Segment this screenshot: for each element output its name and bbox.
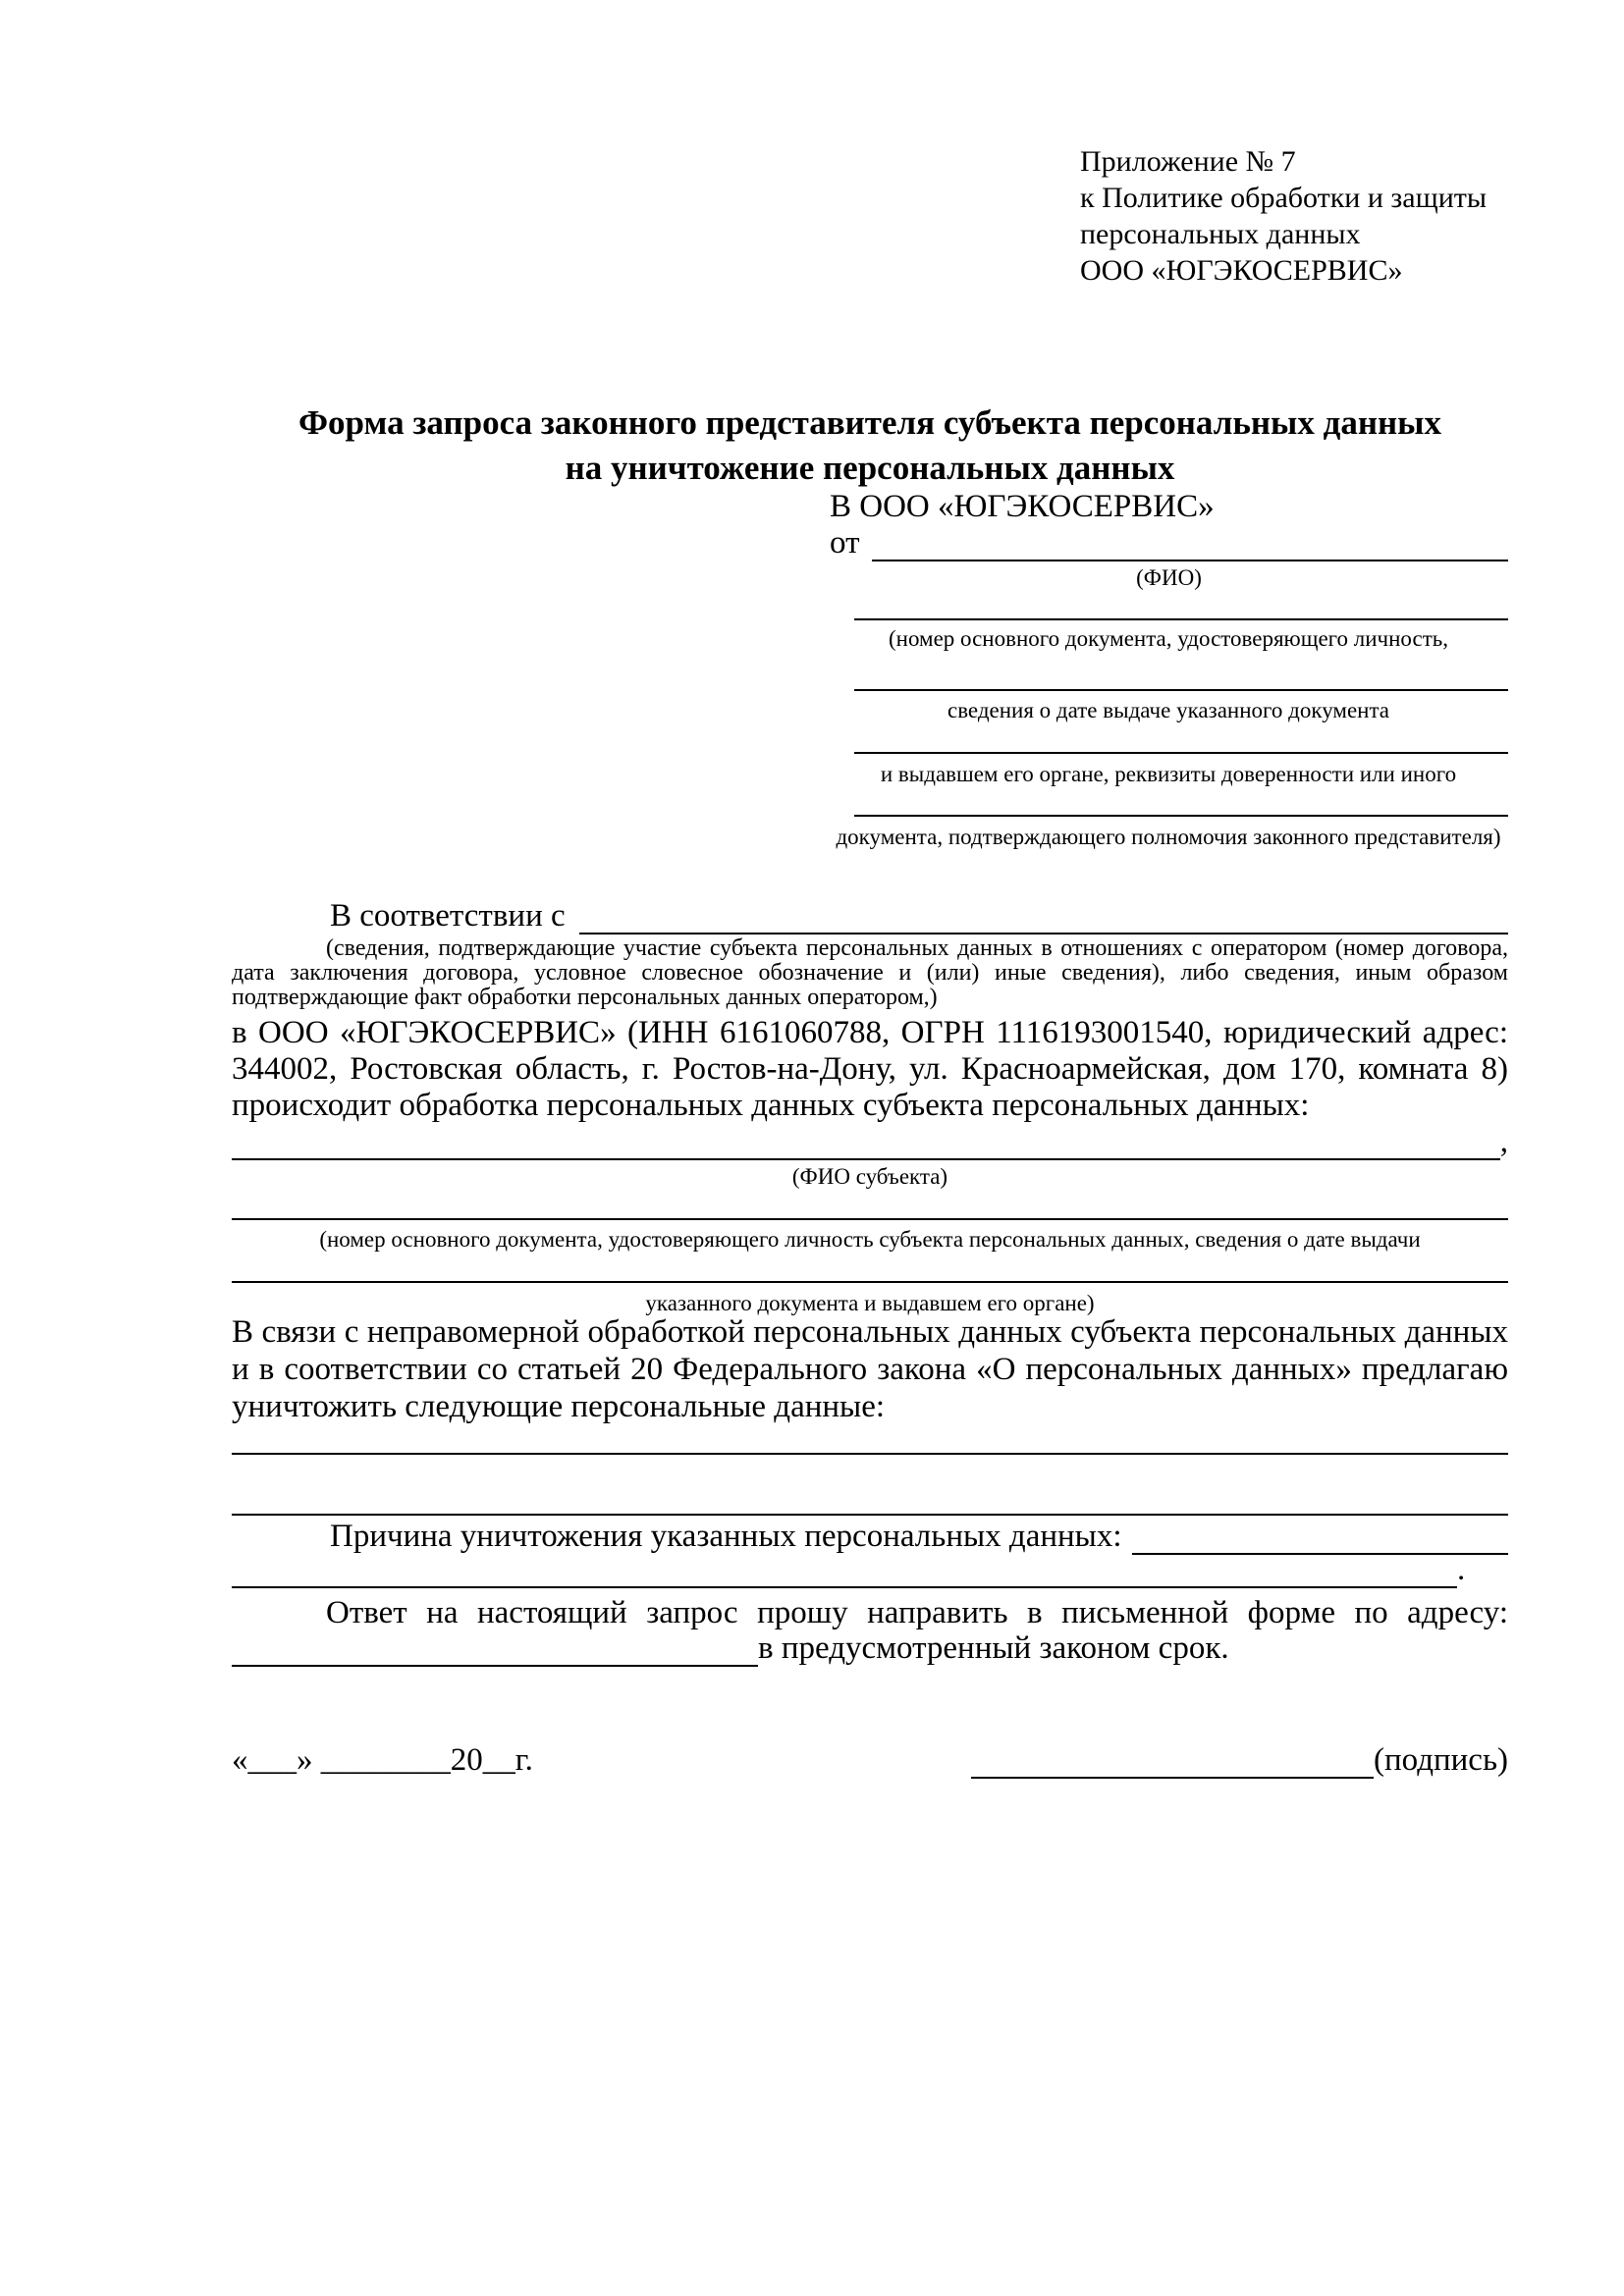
reason-continuation-row	[232, 1553, 1508, 1588]
rep-doc-caption: сведения о дате выдаче указанного документа	[947, 698, 1390, 722]
subject-doc-caption: указанного документа и выдавшем его органе)	[645, 1291, 1095, 1315]
demand-paragraph: В связи с неправомерной обработкой персональных данных субъекта персональных данных и в соответствии со статьей 20 Федерального закона «О персональных данных» предлагаю уничтожить следующие персональные данные:	[232, 1314, 1508, 1424]
date-line: «___» ________20__г.	[232, 1742, 533, 1778]
accordance-label: В соответствии с	[330, 898, 566, 934]
annex-note-line: персональных данных	[1080, 218, 1361, 250]
rep-doc-caption: и выдавшем его органе, реквизиты доверенности или иного	[880, 762, 1457, 786]
rep-doc-blank-line	[854, 689, 1508, 691]
reason-period: .	[1457, 1552, 1466, 1587]
subject-doc-blank-line	[232, 1218, 1508, 1220]
accordance-row	[232, 897, 1508, 934]
accordance-note: (сведения, подтверждающие участие субъекта персональных данных в отношениях с оператором (номер договора, дата заключения договора, условное словесное обозначение и (или) иные сведения), либо сведения, иным образом подтверждающие факт обработки персональных данных оператором,)	[232, 935, 1508, 1010]
accordance-blank-line	[579, 933, 1508, 934]
form-title-line1: Форма запроса законного представителя субъекта персональных данных	[298, 403, 1441, 442]
rep-doc-blank-line	[854, 752, 1508, 754]
reason-label: Причина уничтожения указанных персональных данных:	[330, 1519, 1122, 1554]
rep-doc-caption: (номер основного документа, удостоверяющего личность,	[888, 626, 1448, 651]
reason-continuation-blank-line	[232, 1586, 1457, 1588]
rep-doc-caption: документа, подтверждающего полномочия законного представителя)	[836, 825, 1501, 849]
subject-fio-caption: (ФИО субъекта)	[791, 1164, 948, 1189]
from-label: от	[830, 525, 860, 561]
form-title-line2: на уничтожение персональных данных	[565, 449, 1175, 487]
reply-line2-tail: в предусмотренный законом срок.	[758, 1630, 1229, 1666]
annex-note-line: Приложение № 7	[1080, 145, 1296, 178]
data-blank-line	[232, 1514, 1508, 1516]
reason-row	[232, 1520, 1508, 1555]
signature-caption: (подпись)	[1374, 1742, 1508, 1778]
rep-doc-blank-line	[854, 815, 1508, 817]
subject-doc-blank-line	[232, 1281, 1508, 1283]
subject-fio-row	[232, 1125, 1508, 1160]
addressee-line: В ООО «ЮГЭКОСЕРВИС»	[830, 489, 1215, 524]
reply-line1: Ответ на настоящий запрос прошу направить в письменной форме по адресу:	[326, 1595, 1508, 1630]
operator-paragraph: в ООО «ЮГЭКОСЕРВИС» (ИНН 6161060788, ОГРН 1116193001540, юридический адрес: 344002, Ростовская область, г. Ростов-на-Дону, ул. Красноармейская, дом 170, комната 8) происходит обработка персональных данных субъекта персональных данных:	[232, 1015, 1508, 1123]
from-blank-line	[872, 560, 1509, 561]
annex-note-line: ООО «ЮГЭКОСЕРВИС»	[1080, 254, 1403, 287]
reply-line2-row	[232, 1631, 1508, 1667]
reply-address-blank-line	[232, 1665, 758, 1667]
subject-doc-caption: (номер основного документа, удостоверяющего личность субъекта персональных данных, сведения о дате выдачи	[319, 1227, 1421, 1252]
subject-fio-blank-line	[232, 1158, 1500, 1160]
rep-doc-blank-line	[854, 618, 1508, 620]
annex-note	[1080, 143, 1487, 289]
annex-note-line: к Политике обработки и защиты	[1080, 182, 1488, 214]
date-signature-row	[232, 1739, 1508, 1779]
fio-caption: (ФИО)	[1136, 565, 1202, 590]
from-row	[830, 524, 1508, 561]
data-blank-line	[232, 1453, 1508, 1455]
signature-blank-line	[971, 1777, 1374, 1779]
form-title	[232, 400, 1508, 491]
subject-fio-comma: ,	[1499, 1124, 1508, 1159]
